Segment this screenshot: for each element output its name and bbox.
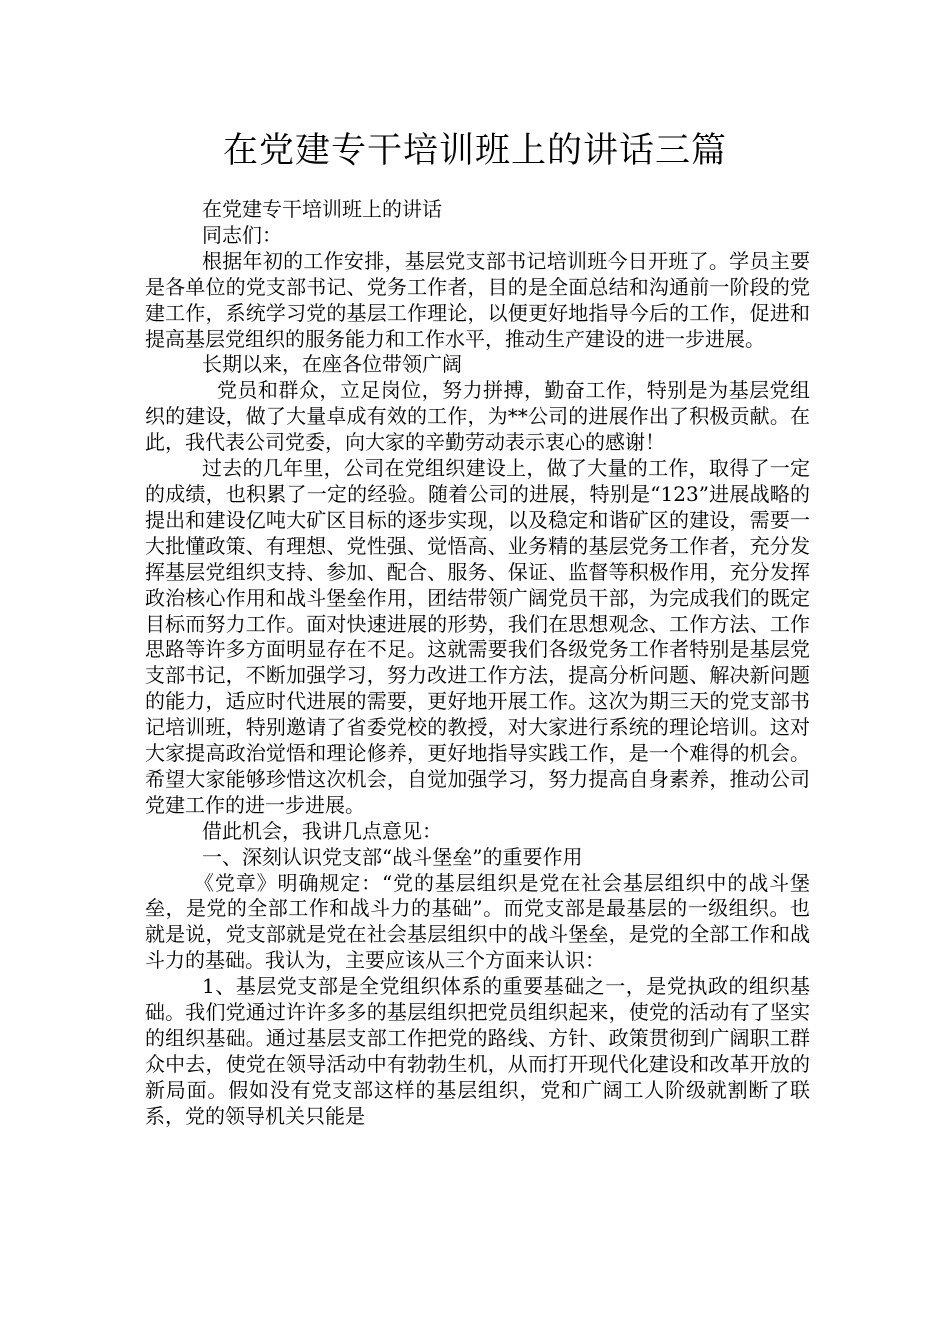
paragraph-point-1: 1、基层党支部是全党组织体系的重要基础之一，是党执政的组织基础。我们党通过许许多多的基层组织把党员组织起来，使党的活动有了坚实的组织基础。通过基层支部工作把党的路线、方针、政策贯彻到广阔职工群众中去，使党在领导活动中有勃勃生机，从而打开现代化建设和改革开放的新局面。假如没有党支部这样的基层组织，党和广阔工人阶级就割断了联系，党的领导机关只能是 [145, 974, 810, 1128]
paragraph-thanks: 党员和群众，立足岗位，努力拼搏，勤奋工作，特别是为基层党组织的建设，做了大量卓成有效的工作，为**公司的进展作出了积极贡献。在此，我代表公司党委，向大家的辛勤劳动表示衷心的感谢！ [145, 378, 810, 455]
section-heading-1: 一、深刻认识党支部“战斗堡垒”的重要作用 [202, 844, 583, 869]
document-title: 在党建专干培训班上的讲话三篇 [222, 131, 727, 171]
salutation: 同志们： [202, 222, 282, 247]
paragraph-opinions-intro: 借此机会，我讲几点意见： [202, 818, 442, 843]
speech-heading: 在党建专干培训班上的讲话 [202, 197, 442, 221]
paragraph-long-term: 长期以来，在座各位带领广阔 [202, 352, 462, 377]
paragraph-party-constitution: 《党章》明确规定：“党的基层组织是党在社会基层组织中的战斗堡垒，是党的全部工作和战斗力的基础”。而党支部是最基层的一级组织。也就是说，党支部就是党在社会基层组织中的战斗堡垒，是党的全部工作和战斗力的基础。我认为，主要应该从三个方面来认识： [145, 870, 810, 973]
document-body [145, 197, 810, 1130]
paragraph-opening: 根据年初的工作安排，基层党支部书记培训班今日开班了。学员主要是各单位的党支部书记、党务工作者，目的是全面总结和沟通前一阶段的党建工作，系统学习党的基层工作理论，以便更好地指导今后的工作，促进和提高基层党组织的服务能力和工作水平，推动生产建设的进一步进展。 [145, 248, 810, 351]
paragraph-past-years: 过去的几年里，公司在党组织建设上，做了大量的工作，取得了一定的成绩，也积累了一定的经验。随着公司的进展，特别是“123”进展战略的提出和建设亿吨大矿区目标的逐步实现，以及稳定和谐矿区的建设，需要一大批懂政策、有理想、党性强、觉悟高、业务精的基层党务工作者，充分发挥基层党组织支持、参加、配合、服务、保证、监督等积极作用，充分发挥政治核心作用和战斗堡垒作用，团结带领广阔党员干部，为完成我们的既定目标而努力工作。面对快速进展的形势，我们在思想观念、工作方法、工作思路等许多方面明显存在不足。这就需要我们各级党务工作者特别是基层党支部书记，不断加强学习，努力改进工作方法，提高分析问题、解决新问题的能力，适应时代进展的需要，更好地开展工作。这次为期三天的党支部书记培训班，特别邀请了省委党校的教授，对大家进行系统的理论培训。这对大家提高政治觉悟和理论修养，更好地指导实践工作，是一个难得的机会。希望大家能够珍惜这次机会，自觉加强学习，努力提高自身素养，推动公司党建工作的进一步进展。 [145, 456, 810, 817]
